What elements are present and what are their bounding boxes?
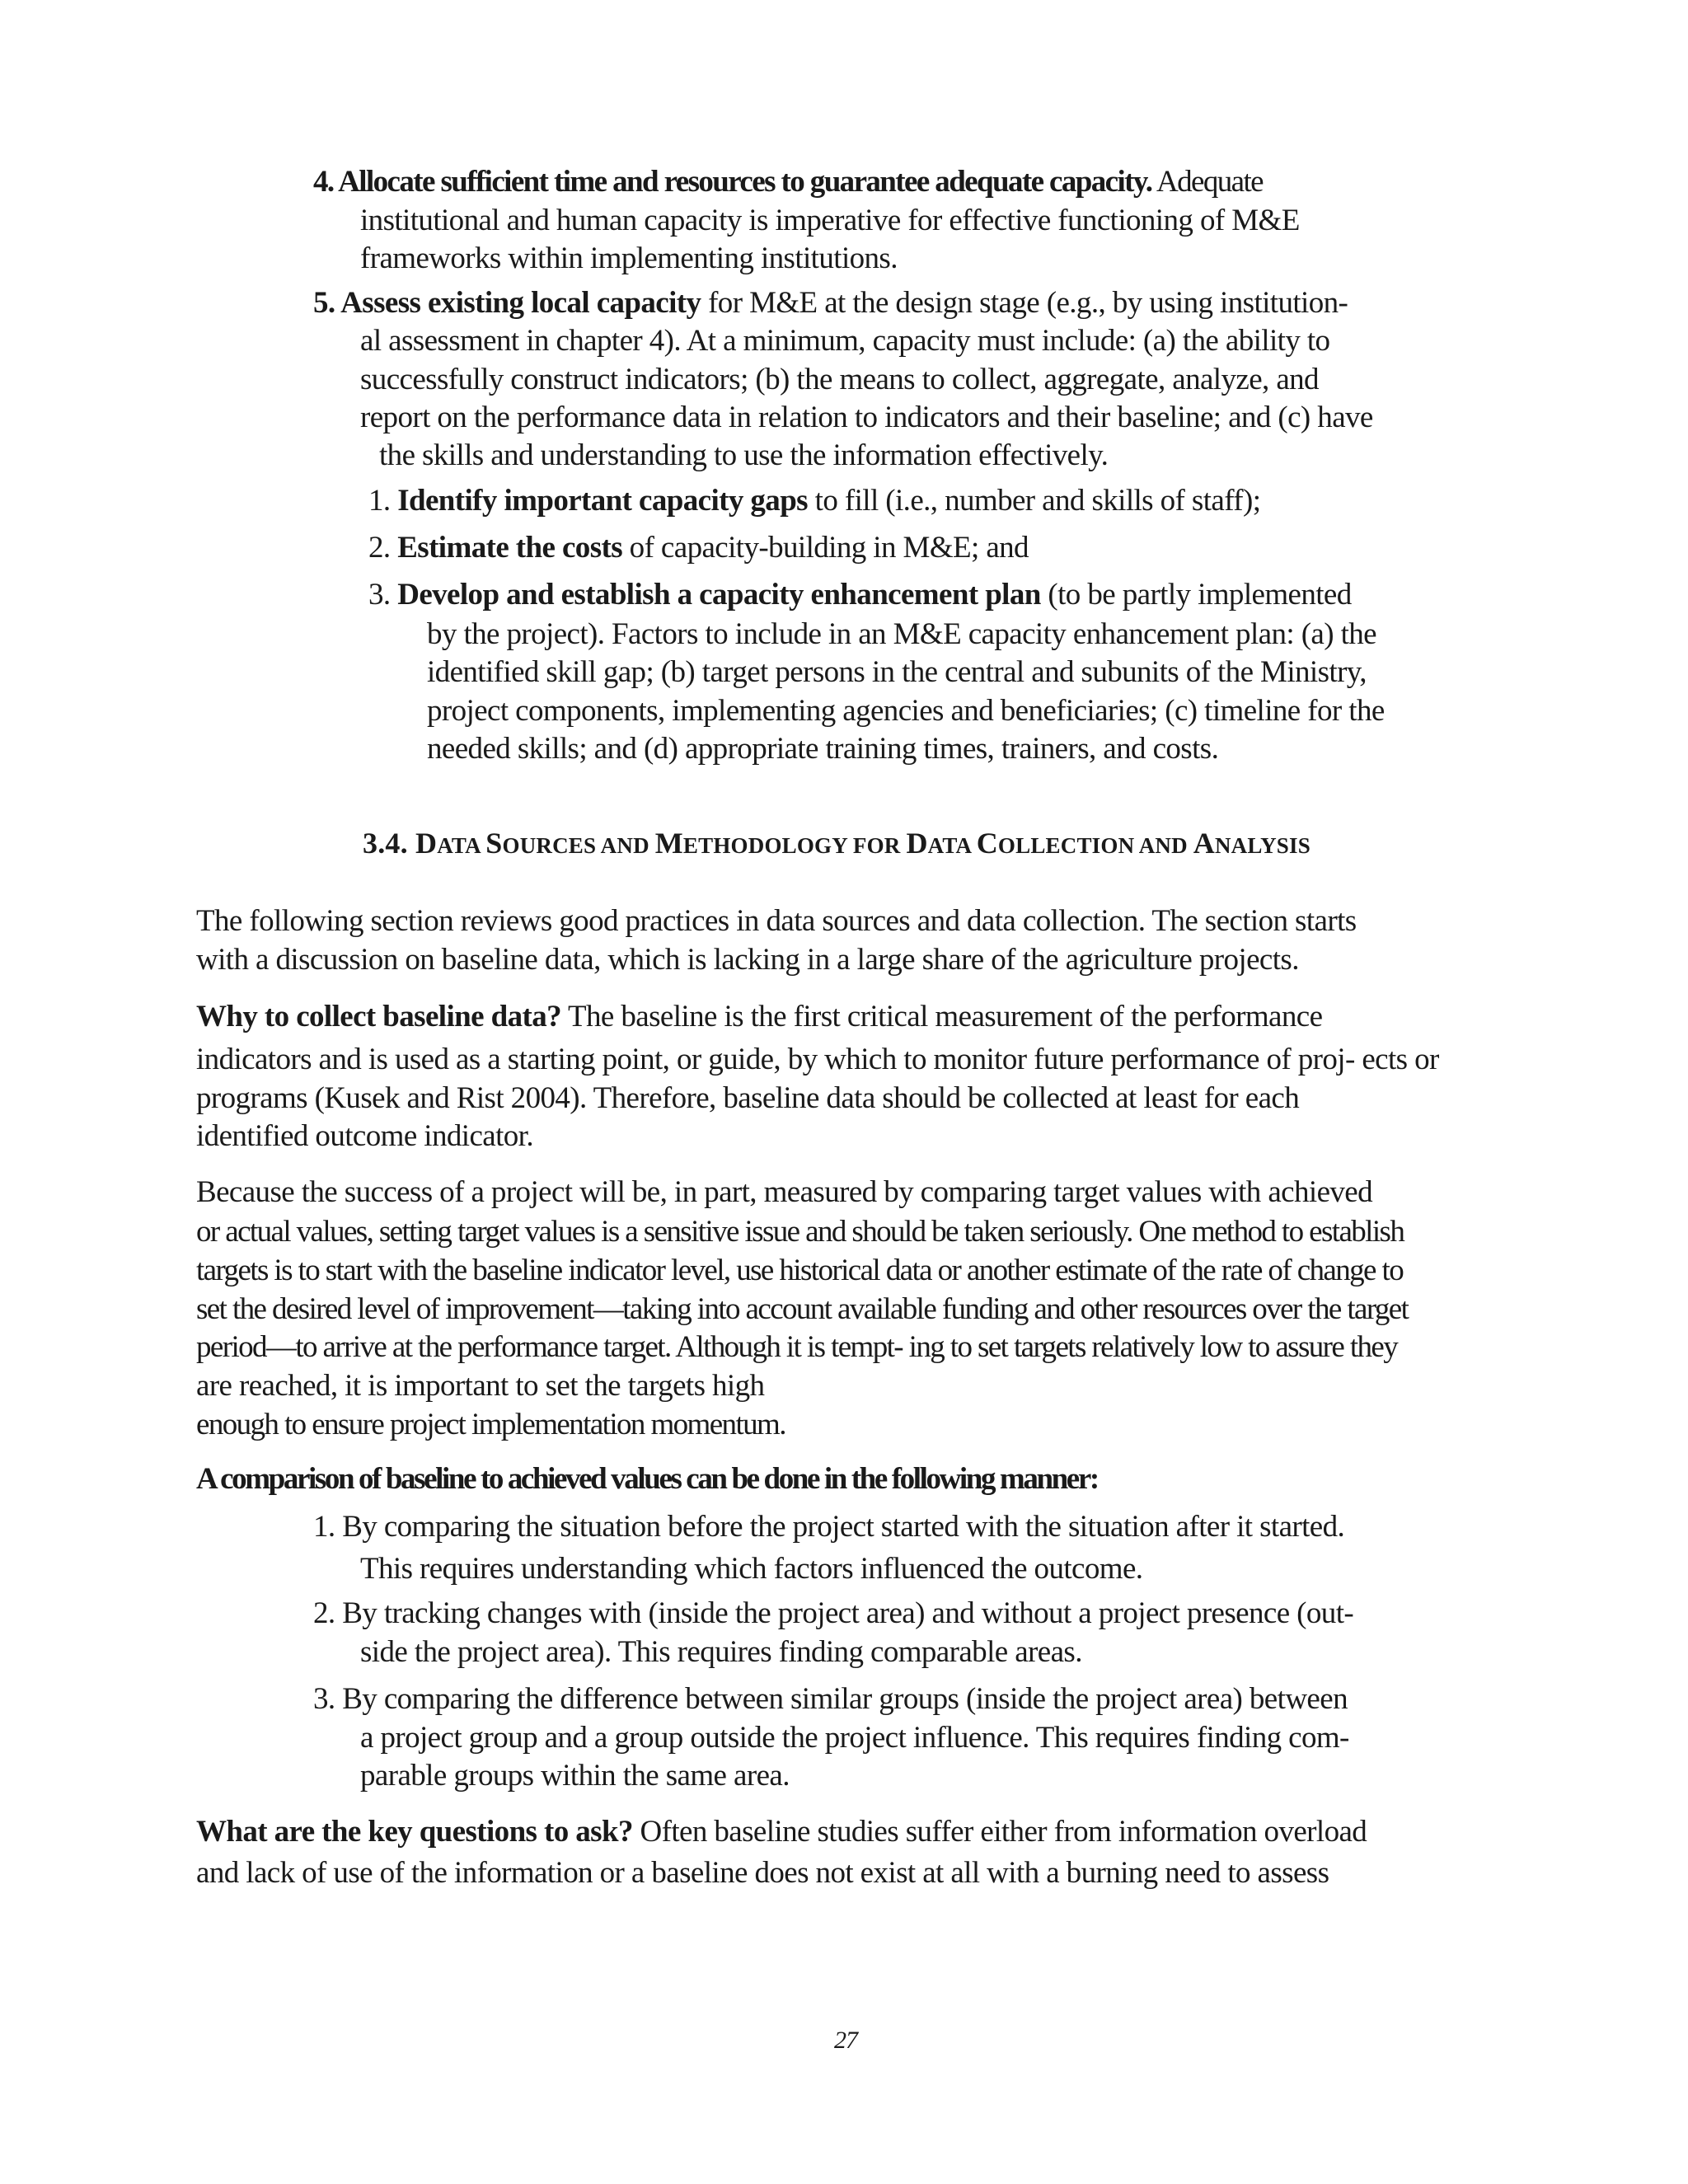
- item-5-lead: 5. Assess existing local capacity: [313, 286, 701, 320]
- heading-rest-5: OLLECTION AND: [997, 833, 1193, 858]
- why-baseline-lead: Why to collect baseline data?: [196, 1000, 562, 1033]
- page-number: 27: [834, 2027, 857, 2054]
- why-baseline-line-2: indicators and is used as a starting point, or guide, by which to monitor future performance of proj- ects or: [196, 1043, 1439, 1076]
- heading-rest-6: NALYSIS: [1214, 833, 1311, 858]
- targets-line-2: or actual values, setting target values is a sensitive issue and should be taken seriously. One method to establish: [196, 1215, 1404, 1249]
- why-baseline-line-3: programs (Kusek and Rist 2004). Therefore, baseline data should be collected at least for each: [196, 1081, 1300, 1115]
- item-5-line-1: [313, 284, 1348, 323]
- sub-item-3-text: (to be partly implemented: [1040, 578, 1352, 612]
- sub-item-1: [368, 481, 1260, 521]
- item-4-line-1: [313, 162, 1263, 202]
- heading-rest-4: ATA: [927, 833, 977, 858]
- key-questions-line-2: and lack of use of the information or a baseline does not exist at all with a burning need to assess: [196, 1856, 1329, 1890]
- item-4-lead: 4. Allocate sufficient time and resources to guarantee adequate capacity.: [313, 165, 1152, 199]
- heading-cap-2: S: [485, 827, 503, 860]
- intro-line-1: The following section reviews good practices in data sources and data collection. The section starts: [196, 904, 1357, 938]
- sub-item-3-line-4: project components, implementing agencies and beneficiaries; (c) timeline for the: [427, 694, 1385, 728]
- item-4-text: Adequate: [1151, 165, 1263, 199]
- comparison-item-3-line-2: a project group and a group outside the project influence. This requires finding com-: [360, 1721, 1349, 1755]
- sub-item-3-line-1: [368, 575, 1352, 615]
- sub-item-2: [368, 528, 1029, 568]
- sub-item-3-lead: Develop and establish a capacity enhancement plan: [397, 578, 1041, 612]
- item-4-line-2: institutional and human capacity is imperative for effective functioning of M&E: [360, 204, 1300, 237]
- targets-line-7: enough to ensure project implementation momentum.: [196, 1408, 785, 1441]
- item-5-line-4: report on the performance data in relation to indicators and their baseline; and (c) have: [360, 401, 1373, 434]
- why-baseline-line-1: [196, 997, 1322, 1037]
- item-5-line-5: the skills and understanding to use the information effectively.: [379, 438, 1109, 472]
- item-5-text: for M&E at the design stage (e.g., by using institution-: [701, 286, 1348, 320]
- comparison-item-1-line-2: This requires understanding which factors influenced the outcome.: [360, 1552, 1143, 1586]
- section-heading: [363, 823, 1311, 867]
- comparison-item-1-line-1: 1. By comparing the situation before the project started with the situation after it started.: [313, 1510, 1345, 1544]
- item-5-line-3: successfully construct indicators; (b) the means to collect, aggregate, analyze, and: [360, 363, 1319, 396]
- heading-cap-5: C: [976, 827, 998, 860]
- item-5-line-2: al assessment in chapter 4). At a minimum, capacity must include: (a) the ability to: [360, 324, 1330, 358]
- key-questions-text: Often baseline studies suffer either from information overload: [632, 1815, 1367, 1849]
- comparison-item-3-line-3: parable groups within the same area.: [360, 1759, 790, 1793]
- why-baseline-line-4: identified outcome indicator.: [196, 1119, 534, 1153]
- targets-line-5: period—to arrive at the performance target. Although it is tempt- ing to set targets relatively low to assure they: [196, 1330, 1398, 1364]
- key-questions-line-1: [196, 1812, 1367, 1852]
- targets-line-1: Because the success of a project will be, in part, measured by comparing target values with achieved: [196, 1175, 1373, 1209]
- why-baseline-text: The baseline is the first critical measurement of the performance: [561, 1000, 1323, 1033]
- sub-item-1-text: to fill (i.e., number and skills of staff);: [807, 484, 1261, 518]
- sub-item-3-line-2: by the project). Factors to include in an M&E capacity enhancement plan: (a) the: [427, 617, 1377, 651]
- heading-cap-3: M: [654, 827, 683, 860]
- intro-line-2: with a discussion on baseline data, which is lacking in a large share of the agriculture projects.: [196, 943, 1299, 977]
- sub-item-2-text: of capacity-building in M&E; and: [622, 531, 1029, 565]
- heading-cap-1: D: [415, 827, 438, 860]
- sub-item-2-lead: Estimate the costs: [397, 531, 623, 565]
- heading-cap-4: D: [906, 827, 928, 860]
- comparison-heading: A comparison of baseline to achieved values can be done in the following manner:: [196, 1462, 1098, 1496]
- sub-item-3-line-3: identified skill gap; (b) target persons in the central and subunits of the Ministry,: [427, 655, 1367, 689]
- comparison-item-2-line-2: side the project area). This requires finding comparable areas.: [360, 1635, 1082, 1669]
- heading-rest-2: OURCES AND: [502, 833, 655, 858]
- sub-item-2-number: 2.: [368, 531, 398, 565]
- targets-line-3: targets is to start with the baseline indicator level, use historical data or another estimate of the rate of change to: [196, 1254, 1404, 1287]
- sub-item-1-lead: Identify important capacity gaps: [397, 484, 808, 518]
- targets-line-6: are reached, it is important to set the targets high: [196, 1369, 765, 1403]
- targets-line-4: set the desired level of improvement—taking into account available funding and other resources over the target: [196, 1292, 1409, 1326]
- heading-cap-6: A: [1193, 827, 1215, 860]
- section-number: 3.4.: [363, 827, 415, 860]
- heading-rest-1: ATA: [437, 833, 486, 858]
- item-4-line-3: frameworks within implementing institutions.: [360, 241, 898, 275]
- comparison-item-2-line-1: 2. By tracking changes with (inside the project area) and without a project presence (out-: [313, 1596, 1354, 1630]
- comparison-item-3-line-1: 3. By comparing the difference between similar groups (inside the project area) between: [313, 1682, 1348, 1716]
- sub-item-1-number: 1.: [368, 484, 398, 518]
- key-questions-lead: What are the key questions to ask?: [196, 1815, 633, 1849]
- sub-item-3-number: 3.: [368, 578, 398, 612]
- sub-item-3-line-5: needed skills; and (d) appropriate training times, trainers, and costs.: [427, 732, 1219, 766]
- heading-rest-3: ETHODOLOGY FOR: [682, 833, 907, 858]
